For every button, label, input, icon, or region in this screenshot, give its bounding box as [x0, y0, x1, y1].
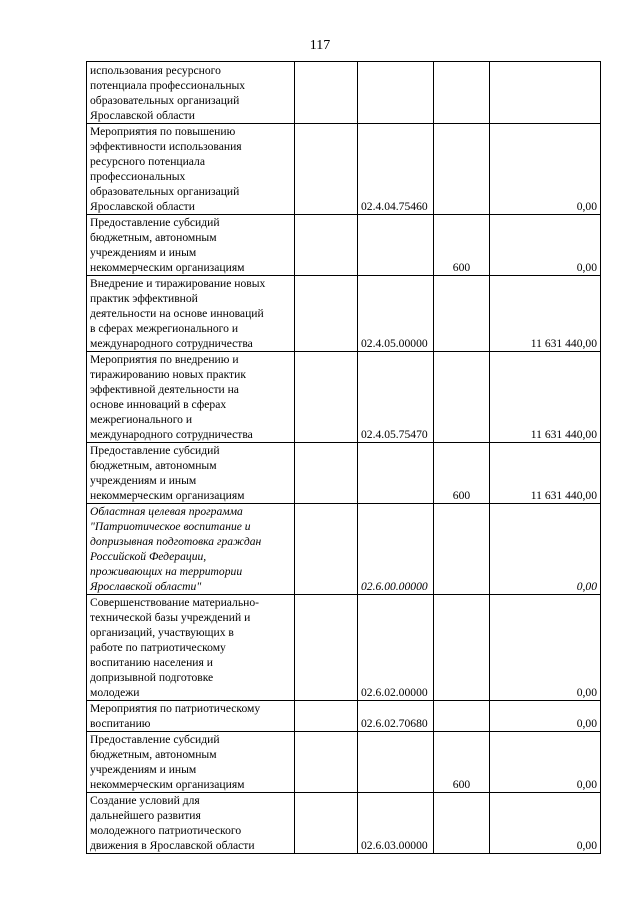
table-row — [87, 443, 601, 504]
item-name-cell — [87, 701, 295, 732]
amount-cell: 11 631 440,00 — [490, 443, 601, 504]
item-name-cell — [87, 595, 295, 701]
target-code-cell: 02.4.05.00000 — [358, 276, 434, 352]
item-name-cell — [87, 215, 295, 276]
expense-type-cell: 600 — [434, 732, 490, 793]
target-code-cell — [358, 215, 434, 276]
amount-cell: 0,00 — [490, 701, 601, 732]
expense-type-cell: 600 — [434, 443, 490, 504]
target-code-cell: 02.4.04.75460 — [358, 124, 434, 215]
table-row — [87, 793, 601, 854]
target-code-cell: 02.6.02.70680 — [358, 701, 434, 732]
expense-type-cell — [434, 62, 490, 124]
item-name: использования ресурсного потенциала профессиональных образовательных организаций Ярославской области — [90, 64, 246, 122]
budget-table — [86, 61, 601, 854]
expense-type-cell: 600 — [434, 215, 490, 276]
expense-type-cell — [434, 352, 490, 443]
item-name: Мероприятия по патриотическому воспитанию — [90, 702, 261, 730]
item-name: Предоставление субсидий бюджетным, автономным учреждениям и иным некоммерческим организациям — [90, 216, 245, 274]
item-name-cell — [87, 504, 295, 595]
target-code-cell: 02.6.00.00000 — [358, 504, 434, 595]
section-cell — [295, 732, 358, 793]
amount-cell: 0,00 — [490, 732, 601, 793]
target-code-cell — [358, 443, 434, 504]
section-cell — [295, 793, 358, 854]
table-row — [87, 276, 601, 352]
target-code-cell: 02.6.02.00000 — [358, 595, 434, 701]
amount-cell: 11 631 440,00 — [490, 276, 601, 352]
section-cell — [295, 276, 358, 352]
target-code-cell: 02.6.03.00000 — [358, 793, 434, 854]
item-name: Создание условий для дальнейшего развития молодежного патриотического движения в Ярославской области — [90, 794, 255, 852]
item-name-cell — [87, 732, 295, 793]
item-name-cell — [87, 793, 295, 854]
item-name: Мероприятия по внедрению и тиражированию новых практик эффективной деятельности на основе инноваций в сферах межрегионального и международного сотрудничества — [90, 353, 253, 441]
expense-type-cell — [434, 504, 490, 595]
amount-cell: 11 631 440,00 — [490, 352, 601, 443]
amount-cell: 0,00 — [490, 504, 601, 595]
section-cell — [295, 504, 358, 595]
item-name: Областная целевая программа "Патриотическое воспитание и допризывная подготовка граждан Российской Федерации, проживающих на территории Ярославской области" — [90, 505, 262, 593]
section-cell — [295, 701, 358, 732]
item-name: Мероприятия по повышению эффективности использования ресурсного потенциала профессиональных образовательных организаций Ярославской области — [90, 125, 242, 213]
table-row — [87, 701, 601, 732]
section-cell — [295, 352, 358, 443]
amount-cell: 0,00 — [490, 215, 601, 276]
expense-type-cell — [434, 124, 490, 215]
page-number: 117 — [309, 38, 331, 53]
amount-cell — [490, 62, 601, 124]
table-row — [87, 352, 601, 443]
table-row — [87, 62, 601, 124]
table-row — [87, 124, 601, 215]
target-code-cell — [358, 732, 434, 793]
expense-type-cell — [434, 701, 490, 732]
item-name: Предоставление субсидий бюджетным, автономным учреждениям и иным некоммерческим организациям — [90, 733, 245, 791]
section-cell — [295, 215, 358, 276]
target-code-cell — [358, 62, 434, 124]
section-cell — [295, 124, 358, 215]
amount-cell: 0,00 — [490, 793, 601, 854]
target-code-cell: 02.4.05.75470 — [358, 352, 434, 443]
section-cell — [295, 595, 358, 701]
item-name-cell — [87, 124, 295, 215]
expense-type-cell — [434, 276, 490, 352]
amount-cell: 0,00 — [490, 595, 601, 701]
table-row — [87, 504, 601, 595]
budget-table-body — [87, 62, 601, 854]
table-row — [87, 215, 601, 276]
section-cell — [295, 443, 358, 504]
item-name-cell — [87, 443, 295, 504]
amount-cell: 0,00 — [490, 124, 601, 215]
section-cell — [295, 62, 358, 124]
expense-type-cell — [434, 595, 490, 701]
item-name: Предоставление субсидий бюджетным, автономным учреждениям и иным некоммерческим организациям — [90, 444, 245, 502]
item-name: Внедрение и тиражирование новых практик эффективной деятельности на основе инноваций в сферах межрегионального и международного сотрудничества — [90, 277, 266, 350]
item-name-cell — [87, 276, 295, 352]
item-name-cell — [87, 352, 295, 443]
table-row — [87, 595, 601, 701]
table-row — [87, 732, 601, 793]
item-name: Совершенствование материально- технической базы учреждений и организаций, участвующих в работе по патриотическому воспитанию населения и допризывной подготовке молодежи — [90, 596, 259, 699]
expense-type-cell — [434, 793, 490, 854]
item-name-cell — [87, 62, 295, 124]
